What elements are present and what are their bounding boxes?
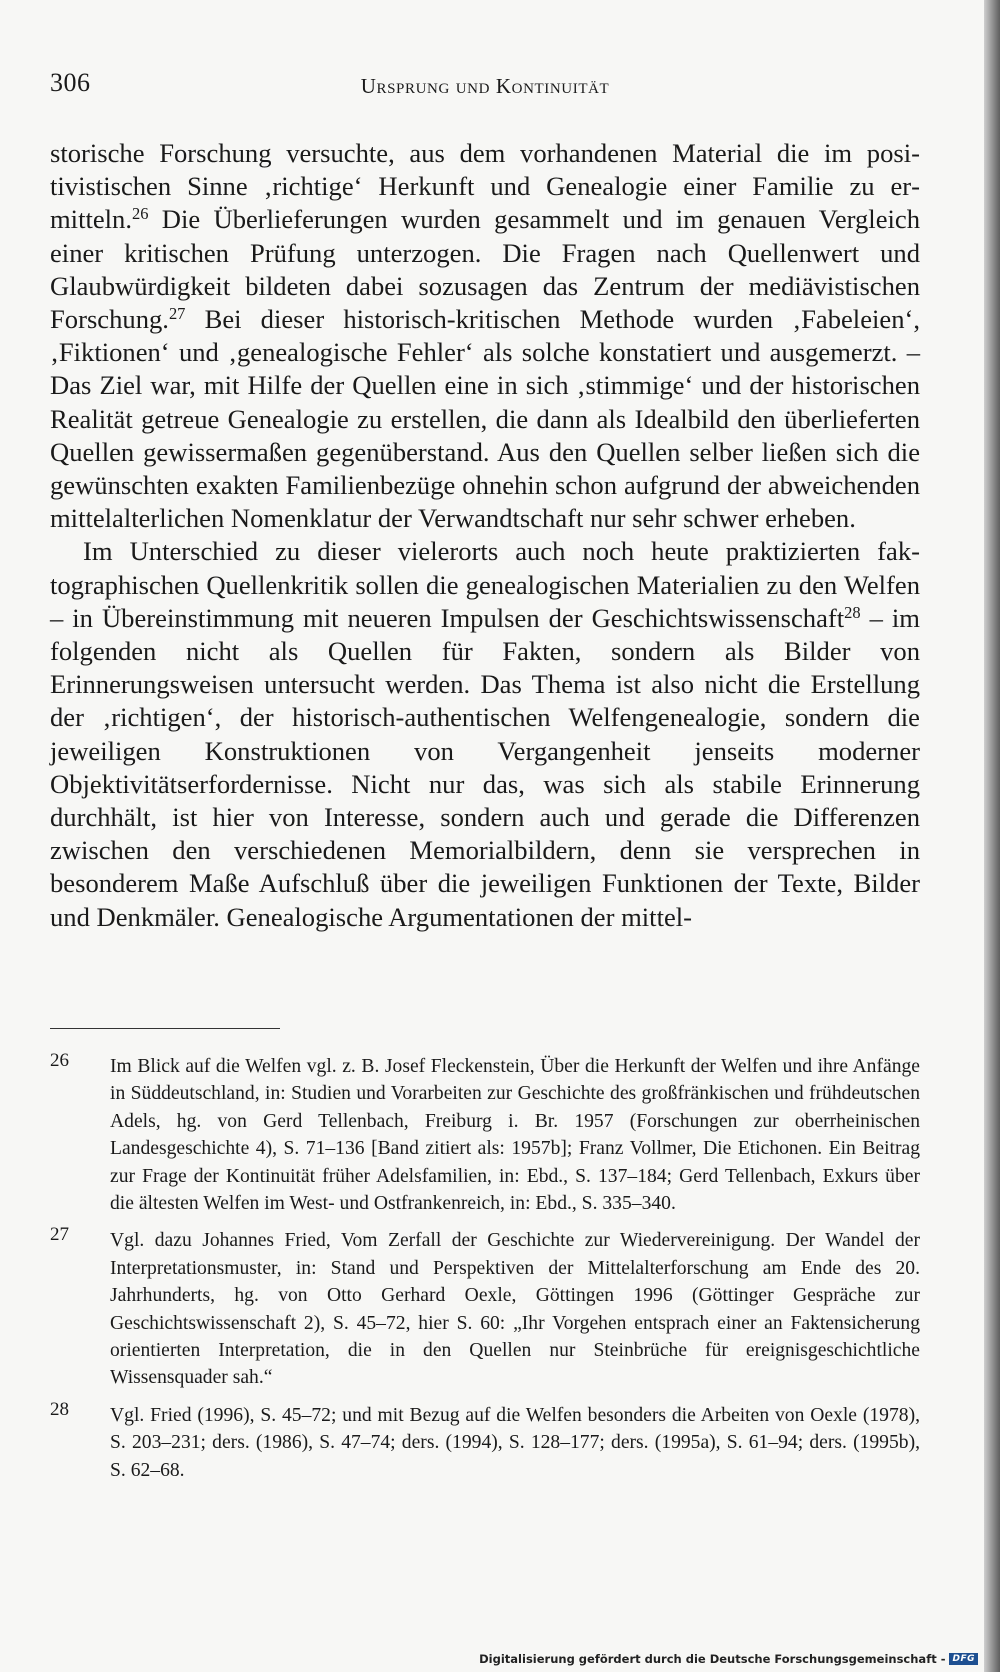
paragraph-2 [50,535,920,933]
footnote-number: 26 [50,1050,69,1071]
running-title: Ursprung und Kontinuität [360,74,610,98]
footnote-text: Vgl. dazu Johannes Fried, Vom Zerfall der Geschichte zur Wiedervereinigung. Der Wandel der Interpretationsmuster, in: Stand und Perspektiven der Mittelalterforschung am Ende des 20. Jahrhunderts, hg. von Otto Gerhard Oexle, Göttingen 1996 (Göttinger Gespräche zur Geschichtswissenschaft 2), S. 45–72, hier S. 60: „Ihr Vorgehen entsprach einer an Faktensicherung orientierten Interpretation, die in den Quellen nur Steinbrüche für ereignisgeschichtliche Wissensquader sah.“ [110,1230,920,1389]
footnote-number: 28 [50,1398,69,1420]
dfg-logo: DFG [949,1653,978,1665]
body-text [50,137,920,934]
footnote-text: Vgl. Fried (1996), S. 45–72; und mit Bezug auf die Welfen besonders die Arbeiten von Oexle (1978), S. 203–231; ders. (1986), S. 47–74; ders. (1994), S. 128–177; ders. (1995a), S. 61–94; ders. (1995b), S. 62–68. [110,1404,920,1481]
digitization-notice [479,1652,978,1666]
footnote-ref-26: 26 [132,204,149,224]
footnote-ref-27: 27 [168,303,186,323]
digitization-text: Digitalisierung gefördert durch die Deutsche Forschungsgemeinschaft - [479,1652,946,1666]
footnote-number: 27 [50,1224,69,1246]
page-header [50,68,920,108]
footnote-text: Im Blick auf die Welfen vgl. z. B. Josef Fleckenstein, Über die Herkunft der Welfen und ihre Anfänge in Süddeutschland, in: Studien und Vorarbeiten zur Geschichte des großfränkischen und frühdeutschen Adels, hg. von Gerd Tellenbach, Freiburg i. Br. 1957 (Forschungen zur oberrheinischen Landesgeschichte 4), S. 71–136 [Band zitiert als: 1957b]; Franz Vollmer, Die Etichonen. Ein Beitrag zur Frage der Kontinuität früher Adelsfamilien, in: Ebd., S. 137–184; Gerd Tellenbach, Exkurs über die ältesten Welfen im West- und Ostfrankenreich, in: Ebd., S. 335–340. [110,1056,920,1215]
page-edge-shadow [984,0,1000,1672]
footnote-ref-28: 28 [844,602,861,622]
paragraph-1-part-a: storische Forschung versuchte, aus dem vorhandenen Material die im positivistischen Sinne ‚richtige‘ Herkunft und Genealogie einer Familie zu ermitteln. [50,138,920,235]
footnotes [50,1050,920,1494]
footnote-separator [50,1028,280,1029]
page-number: 306 [50,68,91,97]
footnote-27 [50,1224,920,1391]
paragraph-2-part-b: – im folgenden nicht als Quellen für Fakten, sondern als Bilder von Erinnerungsweisen untersucht werden. Das Thema ist also nicht die Erstellung der ‚richtigen‘, der historisch-authentischen Welfengenealogie, sondern die jeweiligen Konstruktionen von Vergangenheit jenseits moderner Objektivitätserfordernisse. Nicht nur das, was sich als stabile Erinnerung durchhält, ist hier von Interesse, sondern auch und gerade die Differenzen zwischen den verschiedenen Memorialbildern, denn sie versprechen in besonderem Maße Aufschluß über die jeweiligen Funktionen der Texte, Bilder und Denkmäler. Genealogische Argumentationen der mittel- [50,602,920,932]
paragraph-2-part-a: Im Unterschied zu dieser vielerorts auch noch heute praktizierten faktographischen Quellenkritik sollen die genealogischen Materialien zu den Welfen – in Übereinstimmung mit neueren Impulsen der Geschichtswissenschaft [50,536,920,633]
paragraph-1 [50,137,920,535]
paragraph-1-part-b: Die Überlieferungen wurden gesammelt und im genauen Vergleich einer kritischen Prüfung unterzogen. Die Fragen nach Quellenwert und Glaubwürdigkeit bildeten dabei sozusagen das Zentrum der mediävistischen Forschung. [50,204,920,335]
footnote-28 [50,1398,920,1484]
paragraph-1-part-c: Bei dieser historisch-kritischen Methode wurden ‚Fabeleien‘, ‚Fiktionen‘ und ‚genealogische Fehler‘ als solche konstatiert und ausgemerzt. – Das Ziel war, mit Hilfe der Quellen eine in sich ‚stimmige‘ und der historischen Realität getreue Genealogie zu erstellen, die dann als Idealbild den überlieferten Quellen gewissermaßen gegenüberstand. Aus den Quellen selber ließen sich die gewünschten exakten Familienbezüge ohnehin schon aufgrund der abweichenden mittelalterlichen Nomenklatur der Verwandtschaft nur sehr schwer erheben. [50,304,920,534]
footnote-26 [50,1050,920,1217]
